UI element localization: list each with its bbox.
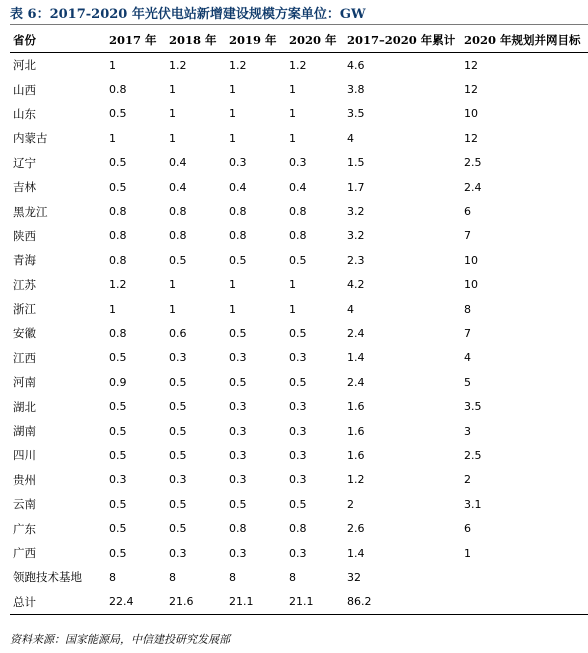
value-cell: 1.2 [289,58,307,72]
table-row [10,443,588,467]
value-cell: 0.8 [109,205,127,219]
value-cell: 4.6 [347,58,365,72]
value-cell: 1.6 [347,448,365,462]
value-cell: 3.8 [347,83,365,97]
value-cell: 0.4 [169,180,187,194]
value-cell: 21.1 [289,595,314,609]
value-cell [461,565,588,589]
table-row [10,102,588,126]
table-row [10,370,588,394]
value-cell [461,590,588,615]
value-cell: 1 [109,302,116,316]
value-cell: 3.5 [347,107,365,121]
province-cell: 河北 [13,58,36,73]
value-cell: 2 [347,497,354,511]
value-cell: 12 [464,58,478,72]
province-cell: 山东 [13,106,36,121]
value-cell: 0.8 [109,229,127,243]
value-cell: 0.3 [289,546,307,560]
province-cell: 四川 [13,448,36,463]
table-row [10,565,588,589]
column-header: 2020 年 [289,33,337,47]
value-cell: 0.8 [109,83,127,97]
province-cell: 河南 [13,375,36,390]
table-row [10,492,588,516]
value-cell: 4 [347,302,354,316]
value-cell: 0.5 [169,424,187,438]
value-cell: 0.5 [169,400,187,414]
value-cell: 0.9 [109,375,127,389]
column-header: 2020 年规划并网目标 [464,33,581,47]
value-cell: 0.5 [109,351,127,365]
province-cell: 湖北 [13,399,36,414]
table-header-row [10,28,588,53]
column-header: 2017 年 [109,33,157,47]
value-cell: 6 [464,205,471,219]
value-cell: 0.8 [169,205,187,219]
value-cell: 1.2 [347,473,365,487]
value-cell: 1.4 [347,546,365,560]
table-title: 表 6：2017-2020 年光伏电站新增建设规模方案单位：GW [10,7,366,22]
value-cell: 21.1 [229,595,254,609]
province-cell: 江苏 [13,277,36,292]
value-cell: 1 [169,83,176,97]
value-cell: 2.4 [464,180,482,194]
value-cell: 12 [464,83,478,97]
province-cell: 浙江 [13,302,36,317]
value-cell: 0.5 [169,375,187,389]
value-cell: 8 [229,570,236,584]
value-cell: 0.5 [109,497,127,511]
value-cell: 0.3 [169,351,187,365]
value-cell: 1.6 [347,400,365,414]
value-cell: 0.4 [289,180,307,194]
value-cell: 0.5 [109,546,127,560]
value-cell: 8 [289,570,296,584]
value-cell: 0.8 [289,229,307,243]
column-header: 2019 年 [229,33,277,47]
value-cell: 2.4 [347,375,365,389]
value-cell: 0.5 [289,497,307,511]
table-row [10,468,588,492]
table-row [10,199,588,223]
value-cell: 2.5 [464,448,482,462]
value-cell: 0.5 [109,448,127,462]
value-cell: 22.4 [109,595,134,609]
table-row [10,126,588,150]
value-cell: 0.8 [289,205,307,219]
table-row [10,77,588,101]
value-cell: 1 [109,58,116,72]
value-cell: 3.1 [464,497,482,511]
value-cell: 0.5 [109,400,127,414]
value-cell: 2.6 [347,522,365,536]
value-cell: 3.2 [347,229,365,243]
value-cell: 0.5 [109,156,127,170]
value-cell: 1.2 [109,278,127,292]
value-cell: 0.3 [109,473,127,487]
table-row [10,273,588,297]
value-cell: 8 [109,570,116,584]
table-row [10,53,588,78]
province-cell: 内蒙古 [13,131,48,146]
value-cell: 0.5 [289,326,307,340]
value-cell: 1.5 [347,156,365,170]
value-cell: 4 [347,131,354,145]
province-cell: 山西 [13,82,36,97]
value-cell: 0.3 [169,473,187,487]
source-note: 资料来源：国家能源局，中信建投研究发展部 [10,633,230,646]
value-cell: 2.4 [347,326,365,340]
title-divider [10,24,588,25]
province-cell: 吉林 [13,180,36,195]
province-cell: 辽宁 [13,155,36,170]
table-row [10,590,588,615]
table-row [10,151,588,175]
value-cell: 1 [169,278,176,292]
province-cell: 领跑技术基地 [13,570,82,585]
value-cell: 1.2 [169,58,187,72]
value-cell: 0.5 [169,448,187,462]
value-cell: 1 [289,278,296,292]
value-cell: 0.8 [109,253,127,267]
value-cell: 4 [464,351,471,365]
province-cell: 广东 [13,521,36,536]
value-cell: 1.4 [347,351,365,365]
column-header: 省份 [13,33,36,47]
value-cell: 1 [229,278,236,292]
value-cell: 3.5 [464,400,482,414]
value-cell: 0.8 [109,326,127,340]
value-cell: 1 [169,107,176,121]
value-cell: 8 [169,570,176,584]
value-cell: 1 [109,131,116,145]
value-cell: 0.8 [229,205,247,219]
value-cell: 1 [229,83,236,97]
value-cell: 1 [169,131,176,145]
table-row [10,541,588,565]
value-cell: 10 [464,107,478,121]
value-cell: 7 [464,326,471,340]
value-cell: 1.2 [229,58,247,72]
value-cell: 0.6 [169,326,187,340]
province-cell: 黑龙江 [13,204,48,219]
table-row [10,321,588,345]
value-cell: 0.5 [109,180,127,194]
province-cell: 陕西 [13,228,36,243]
value-cell: 1 [169,302,176,316]
province-cell: 安徽 [13,326,36,341]
value-cell: 0.3 [289,400,307,414]
value-cell: 0.8 [229,522,247,536]
table-row [10,248,588,272]
value-cell: 0.3 [229,351,247,365]
value-cell: 0.3 [229,448,247,462]
value-cell: 0.3 [289,424,307,438]
value-cell: 0.3 [289,156,307,170]
column-header: 2018 年 [169,33,217,47]
province-cell: 广西 [13,546,36,560]
value-cell: 0.3 [289,351,307,365]
value-cell: 10 [464,253,478,267]
value-cell: 1 [289,107,296,121]
value-cell: 0.5 [229,497,247,511]
table-row [10,297,588,321]
table-row [10,394,588,418]
province-cell: 湖南 [13,424,36,439]
value-cell: 0.8 [289,522,307,536]
value-cell: 0.3 [229,400,247,414]
value-cell: 0.3 [169,546,187,560]
province-cell: 江西 [13,350,36,365]
value-cell: 1 [229,107,236,121]
province-cell: 贵州 [13,472,36,487]
value-cell: 5 [464,375,471,389]
province-cell: 总计 [13,594,36,609]
value-cell: 0.5 [289,253,307,267]
value-cell: 1 [289,83,296,97]
value-cell: 4.2 [347,278,365,292]
value-cell: 0.5 [169,497,187,511]
value-cell: 1 [229,131,236,145]
table-body [10,53,588,615]
value-cell: 3 [464,424,471,438]
value-cell: 0.5 [229,375,247,389]
value-cell: 2.5 [464,156,482,170]
value-cell: 0.3 [229,546,247,560]
value-cell: 1 [464,546,471,560]
value-cell: 0.5 [229,326,247,340]
value-cell: 8 [464,302,471,316]
value-cell: 1.6 [347,424,365,438]
value-cell: 1 [289,131,296,145]
value-cell: 0.8 [169,229,187,243]
value-cell: 0.5 [229,253,247,267]
value-cell: 0.3 [229,473,247,487]
value-cell: 0.4 [169,156,187,170]
value-cell: 2 [464,473,471,487]
value-cell: 0.5 [169,253,187,267]
value-cell: 3.2 [347,205,365,219]
province-cell: 云南 [13,497,36,512]
value-cell: 2.3 [347,253,365,267]
value-cell: 0.3 [229,156,247,170]
value-cell: 1 [229,302,236,316]
table-row [10,346,588,370]
table-row [10,224,588,248]
value-cell: 86.2 [347,595,372,609]
value-cell: 0.5 [109,107,127,121]
table-row [10,516,588,540]
value-cell: 7 [464,229,471,243]
table-row [10,175,588,199]
value-cell: 0.5 [289,375,307,389]
value-cell: 0.3 [229,424,247,438]
value-cell: 0.8 [229,229,247,243]
value-cell: 21.6 [169,595,194,609]
table-row [10,419,588,443]
value-cell: 10 [464,278,478,292]
value-cell: 0.3 [289,473,307,487]
value-cell: 0.4 [229,180,247,194]
value-cell: 6 [464,522,471,536]
value-cell: 12 [464,131,478,145]
value-cell: 0.5 [169,522,187,536]
value-cell: 0.5 [109,522,127,536]
value-cell: 1.7 [347,180,365,194]
province-cell: 青海 [13,253,36,268]
column-header: 2017–2020 年累计 [347,33,456,47]
value-cell: 0.3 [289,448,307,462]
value-cell: 32 [347,570,361,584]
pv-capacity-table [10,28,588,615]
value-cell: 0.5 [109,424,127,438]
value-cell: 1 [289,302,296,316]
